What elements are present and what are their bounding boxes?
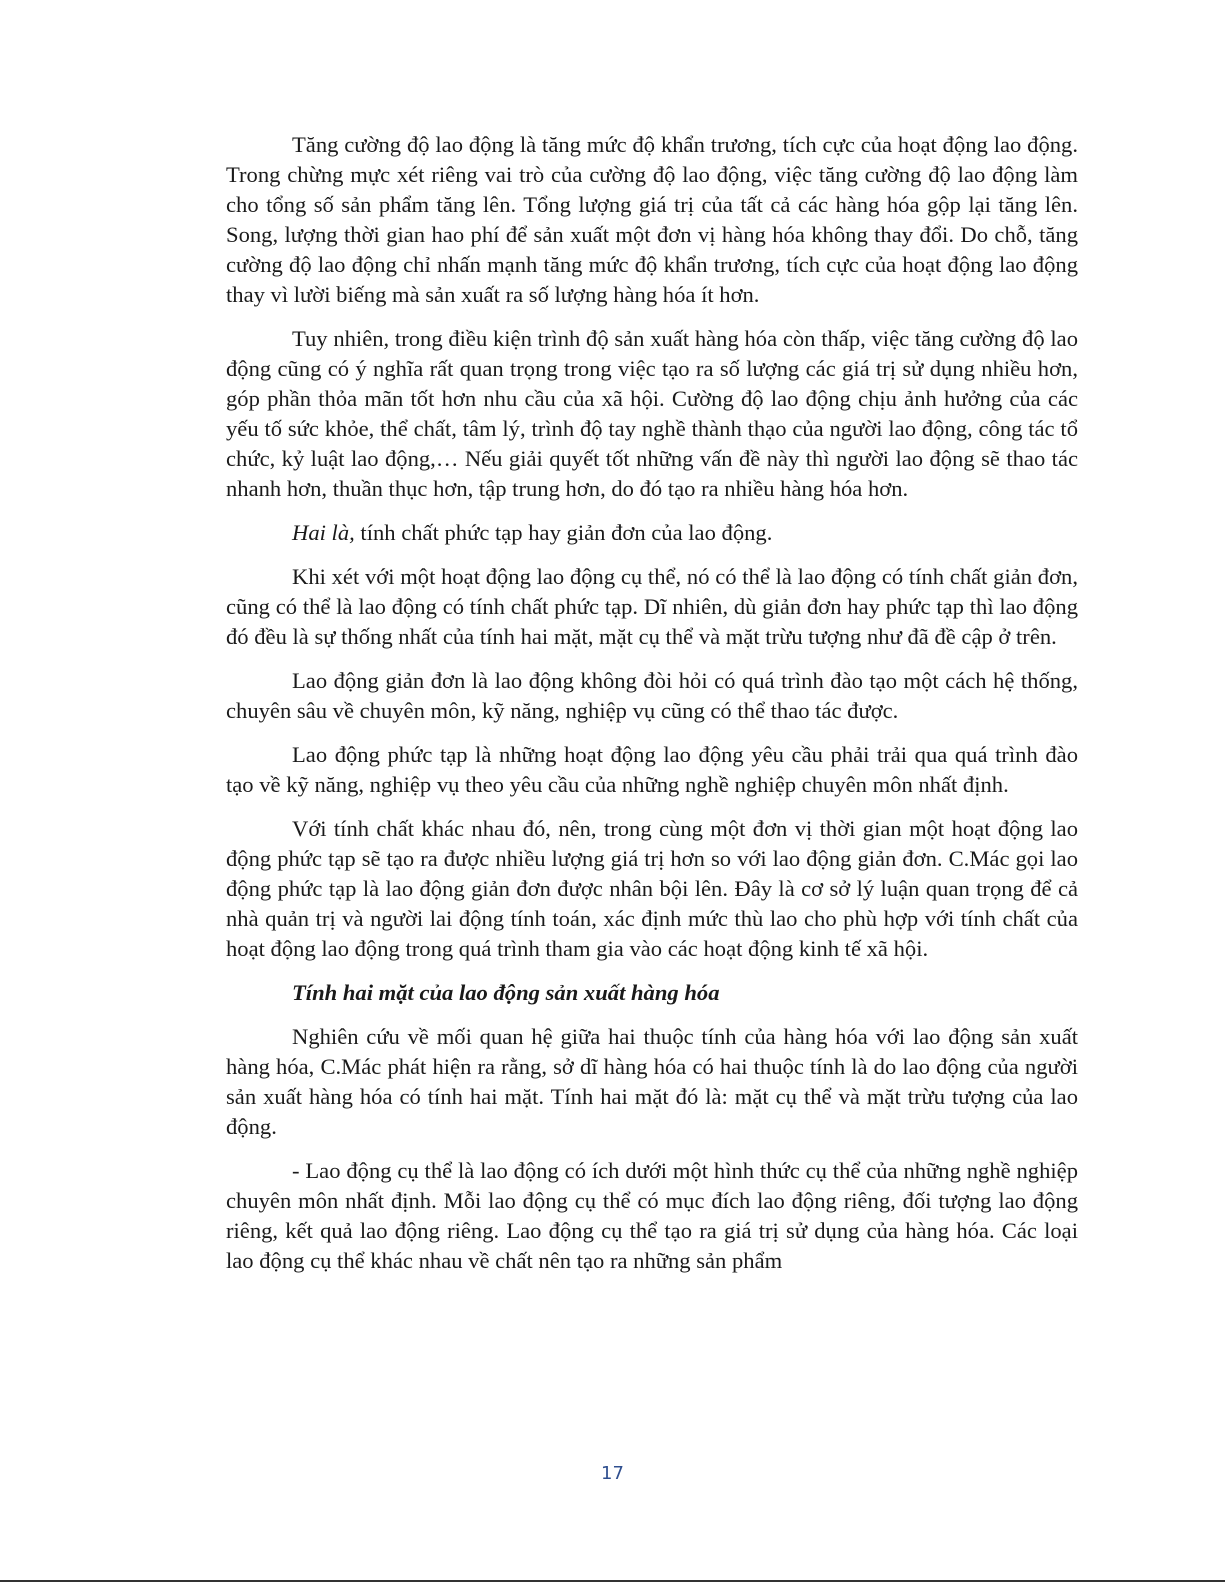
paragraph: Tuy nhiên, trong điều kiện trình độ sản xuất hàng hóa còn thấp, việc tăng cường độ lao động cũng có ý nghĩa rất quan trọng trong việc tạo ra số lượng các giá trị sử dụng nhiều hơn, góp phần thỏa mãn tốt hơn nhu cầu của xã hội. Cường độ lao động chịu ảnh hưởng của các yếu tố sức khỏe, thể chất, tâm lý, trình độ tay nghề thành thạo của người lao động, công tác tổ chức, kỷ luật lao động,… Nếu giải quyết tốt những vấn đề này thì người lao động sẽ thao tác nhanh hơn, thuần thục hơn, tập trung hơn, do đó tạo ra nhiều hàng hóa hơn. [226,326,1078,501]
hai-la-lead: Hai là, [292,520,355,545]
section-heading: Tính hai mặt của lao động sản xuất hàng hóa [292,980,720,1005]
bottom-divider [0,1580,1225,1582]
paragraph: Nghiên cứu về mối quan hệ giữa hai thuộc tính của hàng hóa với lao động sản xuất hàng hóa, C.Mác phát hiện ra rằng, sở dĩ hàng hóa có hai thuộc tính là do lao động của người sản xuất hàng hóa có tính hai mặt. Tính hai mặt đó là: mặt cụ thể và mặt trừu tượng của lao động. [226,1024,1078,1139]
paragraph: Tăng cường độ lao động là tăng mức độ khẩn trương, tích cực của hoạt động lao động. Trong chừng mực xét riêng vai trò của cường độ lao động, việc tăng cường độ lao động làm cho tổng số sản phẩm tăng lên. Tổng lượng giá trị của tất cả các hàng hóa gộp lại tăng lên. Song, lượng thời gian hao phí để sản xuất một đơn vị hàng hóa không thay đổi. Do chỗ, tăng cường độ lao động chỉ nhấn mạnh tăng mức độ khẩn trương, tích cực của hoạt động lao động thay vì lười biếng mà sản xuất ra số lượng hàng hóa ít hơn. [226,132,1078,307]
paragraph: Khi xét với một hoạt động lao động cụ thể, nó có thể là lao động có tính chất giản đơn, cũng có thể là lao động có tính chất phức tạp. Dĩ nhiên, dù giản đơn hay phức tạp thì lao động đó đều là sự thống nhất của tính hai mặt, mặt cụ thể và mặt trừu tượng như đã đề cập ở trên. [226,564,1078,649]
paragraph-hai-la [226,518,1078,548]
paragraph: - Lao động cụ thể là lao động có ích dưới một hình thức cụ thể của những nghề nghiệp chuyên môn nhất định. Mỗi lao động cụ thể có mục đích lao động riêng, đối tượng lao động riêng, kết quả lao động riêng. Lao động cụ thể tạo ra giá trị sử dụng của hàng hóa. Các loại lao động cụ thể khác nhau về chất nên tạo ra những sản phẩm [226,1158,1078,1273]
document-body [226,130,1078,1290]
paragraph: Lao động phức tạp là những hoạt động lao động yêu cầu phải trải qua quá trình đào tạo về kỹ năng, nghiệp vụ theo yêu cầu của những nghề nghiệp chuyên môn nhất định. [226,742,1078,797]
hai-la-text: tính chất phức tạp hay giản đơn của lao động. [354,520,773,545]
paragraph: Lao động giản đơn là lao động không đòi hỏi có quá trình đào tạo một cách hệ thống, chuyên sâu về chuyên môn, kỹ năng, nghiệp vụ cũng có thể thao tác được. [226,668,1078,723]
paragraph: Với tính chất khác nhau đó, nên, trong cùng một đơn vị thời gian một hoạt động lao động phức tạp sẽ tạo ra được nhiều lượng giá trị hơn so với lao động giản đơn. C.Mác gọi lao động phức tạp là lao động giản đơn được nhân bội lên. Đây là cơ sở lý luận quan trọng để cả nhà quản trị và người lai động tính toán, xác định mức thù lao cho phù hợp với tính chất của hoạt động lao động trong quá trình tham gia vào các hoạt động kinh tế xã hội. [226,816,1078,961]
page-number: 17 [601,1463,624,1484]
